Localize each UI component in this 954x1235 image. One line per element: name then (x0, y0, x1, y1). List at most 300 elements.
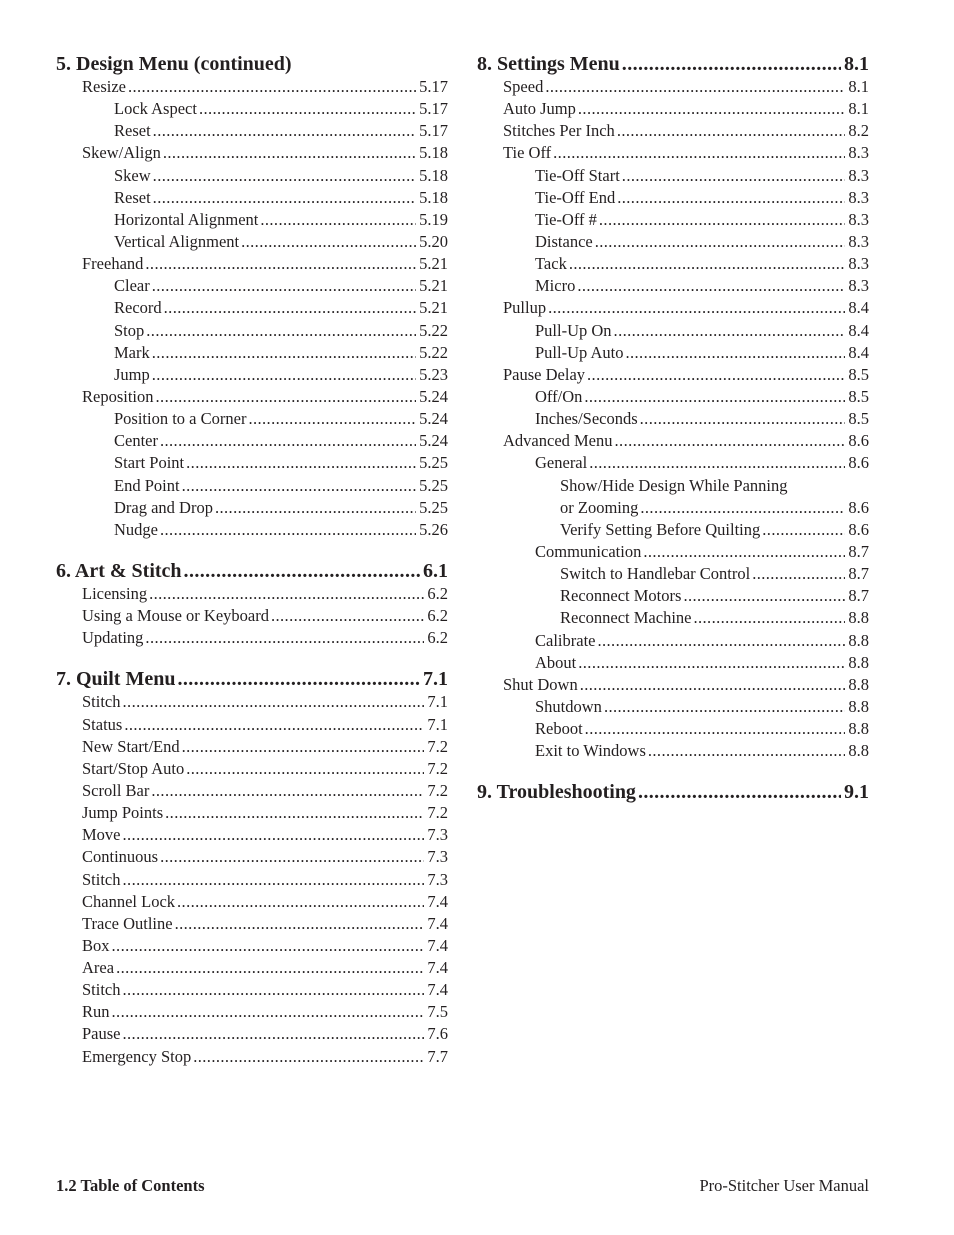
toc-entry-label: Jump Points (82, 803, 164, 823)
toc-entry[interactable] (56, 209, 448, 231)
toc-page-number: 5.21 (419, 298, 448, 318)
toc-page-number: 6.1 (423, 559, 448, 582)
toc-entry-label: Speed (503, 77, 544, 96)
toc-entry-label: 7. Quilt Menu (56, 668, 176, 691)
toc-entry[interactable] (56, 142, 448, 164)
dot-leader (569, 253, 846, 275)
toc-page-number: 7.2 (427, 758, 448, 778)
toc-page-number: 8.8 (848, 696, 869, 716)
toc-entry[interactable] (56, 913, 448, 935)
dot-leader (548, 297, 845, 319)
dot-leader (617, 120, 846, 142)
dot-leader (585, 718, 846, 740)
toc-entry-label: Run (82, 1002, 110, 1022)
toc-entry[interactable] (56, 231, 448, 253)
toc-entry[interactable] (477, 740, 869, 762)
toc-entry-label: Distance (535, 231, 593, 251)
dot-leader (153, 165, 416, 187)
toc-entry-label: Tack (535, 254, 567, 274)
toc-entry[interactable] (56, 76, 448, 98)
toc-entry[interactable] (56, 120, 448, 142)
dot-leader (648, 740, 846, 762)
dot-leader (599, 209, 845, 231)
dot-leader (124, 714, 424, 736)
dot-leader (604, 696, 845, 718)
dot-leader (584, 386, 845, 408)
toc-entry[interactable] (56, 714, 448, 736)
toc-entry[interactable] (56, 957, 448, 979)
toc-page-number: 8.7 (848, 564, 869, 584)
dot-leader (762, 519, 845, 541)
toc-entry[interactable] (477, 275, 869, 297)
toc-page-number: 7.3 (427, 847, 448, 867)
toc-entry-label: Tie Off (503, 143, 552, 163)
toc-entry[interactable] (56, 1023, 448, 1045)
toc-page-number: 5.17 (419, 77, 448, 96)
toc-entry[interactable] (56, 736, 448, 758)
dot-leader (123, 979, 425, 1001)
toc-page-number: 6.2 (427, 628, 448, 648)
toc-page-number: 7.2 (427, 803, 448, 823)
dot-leader (146, 320, 416, 342)
toc-entry[interactable] (56, 386, 448, 408)
toc-section-heading[interactable] (56, 667, 448, 691)
toc-entry[interactable] (477, 253, 869, 275)
dot-leader (186, 452, 416, 474)
toc-entry-label: Pause Delay (503, 364, 586, 384)
dot-leader (248, 408, 416, 430)
dot-leader (622, 52, 841, 76)
toc-entry[interactable] (477, 187, 869, 209)
dot-leader (177, 891, 424, 913)
toc-entry-label: Reposition (82, 386, 154, 406)
toc-entry[interactable] (56, 780, 448, 802)
dot-leader (128, 76, 416, 98)
toc-page-number: 7.4 (427, 913, 448, 933)
toc-entry-label: Licensing (82, 583, 148, 603)
toc-entry[interactable] (56, 452, 448, 474)
toc-entry[interactable] (477, 408, 869, 430)
toc-entry[interactable] (56, 165, 448, 187)
dot-leader (553, 142, 845, 164)
toc-page-number: 8.4 (848, 298, 869, 318)
dot-leader (587, 364, 845, 386)
toc-entry[interactable] (56, 408, 448, 430)
toc-entry-label: Auto Jump (503, 99, 576, 119)
toc-page-number: 5.22 (419, 320, 448, 340)
toc-entry-label: Center (114, 431, 158, 451)
dot-leader (622, 165, 846, 187)
toc-entry-label: Tie-Off End (535, 187, 616, 207)
toc-entry[interactable] (477, 76, 869, 98)
toc-entry[interactable] (56, 342, 448, 364)
toc-entry-label: Skew (114, 165, 151, 185)
toc-entry-label: Updating (82, 628, 144, 648)
toc-entry-label: Using a Mouse or Keyboard (82, 606, 269, 626)
toc-left-column (56, 52, 448, 1068)
dot-leader (112, 935, 425, 957)
toc-page-number: 5.24 (419, 386, 448, 406)
toc-page-number: 8.2 (848, 121, 869, 141)
dot-leader (193, 1046, 424, 1068)
dot-leader (182, 736, 425, 758)
toc-entry[interactable] (477, 674, 869, 696)
toc-entry-label: Reconnect Motors (560, 586, 682, 606)
dot-leader (123, 1023, 425, 1045)
toc-entry[interactable] (56, 297, 448, 319)
toc-entry-label: Freehand (82, 254, 144, 274)
footer-manual-title: Pro-Stitcher User Manual (699, 1176, 869, 1195)
toc-page-number: 5.26 (419, 519, 448, 539)
toc-page-number: 5.20 (419, 231, 448, 251)
toc-entry[interactable] (477, 209, 869, 231)
toc-entry-label: Emergency Stop (82, 1046, 192, 1066)
toc-entry[interactable] (56, 869, 448, 891)
toc-entry[interactable] (477, 297, 869, 319)
dot-leader (589, 452, 845, 474)
toc-entry-label: Reconnect Machine (560, 608, 692, 628)
toc-page-number: 5.25 (419, 453, 448, 473)
toc-page-number: 7.6 (427, 1024, 448, 1044)
dot-leader (184, 559, 420, 583)
toc-entry[interactable] (477, 718, 869, 740)
toc-page-number: 5.18 (419, 165, 448, 185)
toc-right-column (477, 52, 869, 804)
toc-page-number: 8.4 (848, 342, 869, 362)
dot-leader (578, 98, 845, 120)
dot-leader (577, 275, 845, 297)
dot-leader (271, 605, 424, 627)
toc-page-number: 6.2 (427, 606, 448, 626)
dot-leader (156, 386, 417, 408)
toc-entry[interactable] (477, 364, 869, 386)
toc-entry-label: Channel Lock (82, 891, 176, 911)
dot-leader (163, 142, 416, 164)
toc-entry[interactable] (477, 607, 869, 629)
dot-leader (160, 430, 416, 452)
toc-page-number: 8.6 (848, 497, 869, 517)
dot-leader (123, 869, 425, 891)
toc-page-number: 5.23 (419, 364, 448, 384)
toc-entry-label: Area (82, 958, 115, 978)
toc-page-number: 8.5 (848, 409, 869, 429)
toc-entry[interactable] (56, 846, 448, 868)
toc-entry[interactable] (56, 758, 448, 780)
toc-entry[interactable] (477, 320, 869, 342)
toc-page-number: 7.7 (427, 1046, 448, 1066)
toc-entry[interactable] (477, 497, 869, 519)
dot-leader (182, 475, 417, 497)
dot-leader (625, 342, 845, 364)
toc-entry[interactable] (56, 691, 448, 713)
toc-entry[interactable] (56, 430, 448, 452)
dot-leader (617, 187, 845, 209)
toc-section-heading[interactable] (56, 559, 448, 583)
toc-entry[interactable] (56, 1046, 448, 1068)
toc-section-heading[interactable] (477, 52, 869, 76)
toc-entry-label: Lock Aspect (114, 99, 197, 119)
toc-page-number: 5.18 (419, 187, 448, 207)
toc-page-number: 8.8 (848, 608, 869, 628)
toc-entry-label: Scroll Bar (82, 780, 150, 800)
toc-page-number: 5.17 (419, 121, 448, 141)
toc-entry[interactable] (56, 891, 448, 913)
toc-page-number: 5.18 (419, 143, 448, 163)
toc-entry-label: Calibrate (535, 630, 596, 650)
toc-page-number: 8.5 (848, 364, 869, 384)
dot-leader (199, 98, 416, 120)
toc-page-number: 8.3 (848, 143, 869, 163)
dot-leader (580, 674, 846, 696)
dot-leader (149, 583, 424, 605)
toc-page-number: 5.21 (419, 254, 448, 274)
toc-entry-label: Mark (114, 342, 150, 362)
toc-entry[interactable] (56, 253, 448, 275)
toc-entry-label: Inches/Seconds (535, 409, 638, 429)
toc-page-number: 8.8 (848, 630, 869, 650)
toc-entry-label: Position to a Corner (114, 409, 247, 429)
toc-page-number: 8.3 (848, 276, 869, 296)
dot-leader (164, 297, 416, 319)
toc-page-number: 8.6 (848, 519, 869, 539)
toc-entry[interactable] (56, 1001, 448, 1023)
dot-leader (123, 824, 425, 846)
toc-page-number: 7.3 (427, 869, 448, 889)
toc-page-number: 8.8 (848, 741, 869, 761)
dot-leader (545, 76, 845, 98)
toc-page-number: 8.1 (848, 99, 869, 119)
toc-page-number: 5.24 (419, 431, 448, 451)
toc-entry[interactable] (56, 497, 448, 519)
toc-page-number: 5.19 (419, 209, 448, 229)
toc-page-number: 9.1 (844, 781, 869, 804)
toc-entry-label: Move (82, 825, 121, 845)
toc-entry[interactable] (56, 979, 448, 1001)
dot-leader (640, 408, 846, 430)
toc-entry-label: Tie-Off Start (535, 165, 620, 185)
toc-entry-label: Show/Hide Design While Panning (560, 475, 788, 495)
toc-page-number: 8.4 (848, 320, 869, 340)
toc-page-number: 5.22 (419, 342, 448, 362)
toc-entry-label: Reset (114, 187, 151, 207)
toc-page-number: 8.7 (848, 586, 869, 606)
toc-page-number: 7.2 (427, 780, 448, 800)
dot-leader (145, 253, 416, 275)
toc-entry-label: Advanced Menu (503, 431, 613, 451)
toc-page-number: 8.3 (848, 165, 869, 185)
toc-entry[interactable] (477, 696, 869, 718)
toc-entry-label: Vertical Alignment (114, 231, 240, 251)
toc-page-number: 8.3 (848, 209, 869, 229)
toc-entry-label: Skew/Align (82, 143, 161, 163)
dot-leader (597, 630, 845, 652)
toc-entry-label: Off/On (535, 386, 583, 406)
toc-entry[interactable] (477, 519, 869, 541)
toc-page-number: 8.3 (848, 254, 869, 274)
toc-entry[interactable] (56, 802, 448, 824)
dot-leader (153, 120, 416, 142)
toc-entry-label: Start/Stop Auto (82, 758, 185, 778)
toc-entry-label: Stop (114, 320, 145, 340)
toc-entry[interactable] (477, 541, 869, 563)
dot-leader (595, 231, 846, 253)
toc-entry-label: 5. Design Menu (continued) (56, 53, 292, 75)
toc-page-number: 5.25 (419, 497, 448, 517)
toc-page-number: 8.8 (848, 719, 869, 739)
toc-entry-label: Drag and Drop (114, 497, 213, 517)
toc-entry-label: Stitch (82, 692, 121, 712)
dot-leader (241, 231, 416, 253)
toc-entry-label: Reset (114, 121, 151, 141)
toc-entry[interactable] (477, 475, 869, 497)
toc-entry-label: General (535, 453, 588, 473)
toc-page-number: 8.3 (848, 231, 869, 251)
toc-entry[interactable] (56, 605, 448, 627)
toc-page-number: 7.4 (427, 980, 448, 1000)
toc-page-number: 7.2 (427, 736, 448, 756)
dot-leader (640, 497, 845, 519)
dot-leader (693, 607, 845, 629)
toc-entry-label: New Start/End (82, 736, 180, 756)
dot-leader (752, 563, 845, 585)
toc-entry[interactable] (477, 98, 869, 120)
toc-entry-label: Exit to Windows (535, 741, 646, 761)
toc-entry-label: Nudge (114, 519, 158, 539)
toc-entry-label: Micro (535, 276, 576, 296)
dot-leader (151, 780, 424, 802)
toc-entry[interactable] (477, 142, 869, 164)
toc-page-number: 7.4 (427, 958, 448, 978)
dot-leader (160, 846, 424, 868)
toc-entry-label: Jump (114, 364, 150, 384)
toc-page-number: 8.7 (848, 541, 869, 561)
toc-page-number: 7.1 (427, 714, 448, 734)
toc-entry[interactable] (56, 627, 448, 649)
toc-entry[interactable] (477, 231, 869, 253)
toc-entry[interactable] (56, 98, 448, 120)
toc-entry[interactable] (477, 585, 869, 607)
toc-entry[interactable] (477, 430, 869, 452)
toc-page-number: 5.17 (419, 99, 448, 119)
toc-page-number: 8.1 (844, 53, 869, 75)
dot-leader (123, 691, 425, 713)
dot-leader (260, 209, 416, 231)
toc-entry-label: 6. Art & Stitch (56, 559, 182, 582)
toc-entry[interactable] (477, 342, 869, 364)
toc-entry-label: End Point (114, 475, 180, 495)
toc-page-number: 5.21 (419, 276, 448, 296)
toc-page-number: 7.4 (427, 891, 448, 911)
toc-entry[interactable] (477, 386, 869, 408)
toc-entry[interactable] (477, 563, 869, 585)
toc-entry-label: 9. Troubleshooting (477, 781, 636, 804)
toc-entry[interactable] (56, 320, 448, 342)
footer-page-label: 1.2 Table of Contents (56, 1176, 205, 1195)
toc-page-number: 6.2 (427, 583, 448, 603)
toc-entry[interactable] (56, 364, 448, 386)
toc-entry[interactable] (477, 652, 869, 674)
dot-leader (215, 497, 416, 519)
toc-entry-label: About (535, 652, 577, 672)
dot-leader (186, 758, 424, 780)
toc-entry-label: Reboot (535, 719, 583, 739)
dot-leader (165, 802, 424, 824)
toc-entry[interactable] (56, 583, 448, 605)
toc-entry[interactable] (56, 475, 448, 497)
toc-entry-label: Pull-Up Auto (535, 342, 624, 362)
toc-entry-label: Pull-Up On (535, 320, 612, 340)
dot-leader (614, 320, 846, 342)
dot-leader (638, 780, 841, 804)
toc-entry-label: Stitch (82, 869, 121, 889)
toc-entry-label: Shutdown (535, 696, 602, 716)
toc-page-number: 7.5 (427, 1002, 448, 1022)
toc-entry-label: Start Point (114, 453, 185, 473)
toc-entry[interactable] (56, 519, 448, 541)
toc-page-number: 8.8 (848, 652, 869, 672)
toc-entry-label: Continuous (82, 847, 159, 867)
toc-page-number: 8.6 (848, 431, 869, 451)
toc-entry-label: Shut Down (503, 674, 578, 694)
dot-leader (116, 957, 424, 979)
toc-entry-label: or Zooming (560, 497, 639, 517)
toc-entry[interactable] (56, 935, 448, 957)
dot-leader (175, 913, 425, 935)
toc-page-number: 7.1 (423, 668, 448, 691)
toc-page-number: 8.8 (848, 674, 869, 694)
toc-page-number: 8.3 (848, 187, 869, 207)
dot-leader (152, 342, 416, 364)
toc-page-number: 8.6 (848, 453, 869, 473)
toc-entry-label: Communication (535, 541, 642, 561)
dot-leader (160, 519, 416, 541)
toc-page-number: 5.24 (419, 409, 448, 429)
toc-page-number: 5.25 (419, 475, 448, 495)
dot-leader (153, 187, 416, 209)
toc-entry[interactable] (56, 824, 448, 846)
dot-leader (615, 430, 846, 452)
toc-page-number: 7.4 (427, 935, 448, 955)
toc-entry-label: 8. Settings Menu (477, 53, 620, 75)
toc-entry[interactable] (477, 452, 869, 474)
toc-entry-label: Record (114, 298, 162, 318)
toc-entry[interactable] (477, 630, 869, 652)
toc-entry-label: Horizontal Alignment (114, 209, 259, 229)
toc-entry-label: Switch to Handlebar Control (560, 564, 751, 584)
toc-entry-label: Verify Setting Before Quilting (560, 519, 761, 539)
toc-entry-label: Stitch (82, 980, 121, 1000)
toc-entry-label: Pullup (503, 298, 547, 318)
toc-page-number: 7.3 (427, 825, 448, 845)
toc-entry[interactable] (56, 187, 448, 209)
toc-page-number: 8.5 (848, 386, 869, 406)
toc-section-heading[interactable] (477, 780, 869, 804)
toc-entry-label: Trace Outline (82, 913, 173, 933)
toc-entry-label: Clear (114, 276, 150, 296)
toc-entry[interactable] (477, 120, 869, 142)
toc-entry-label: Box (82, 935, 110, 955)
toc-entry-label: Tie-Off # (535, 209, 597, 229)
toc-entry[interactable] (477, 165, 869, 187)
dot-leader (578, 652, 845, 674)
dot-leader (145, 627, 424, 649)
dot-leader (643, 541, 845, 563)
toc-section-heading[interactable] (56, 52, 448, 76)
toc-entry-label: Stitches Per Inch (503, 121, 615, 141)
toc-entry[interactable] (56, 275, 448, 297)
toc-entry-label: Resize (82, 77, 126, 96)
dot-leader (152, 364, 416, 386)
